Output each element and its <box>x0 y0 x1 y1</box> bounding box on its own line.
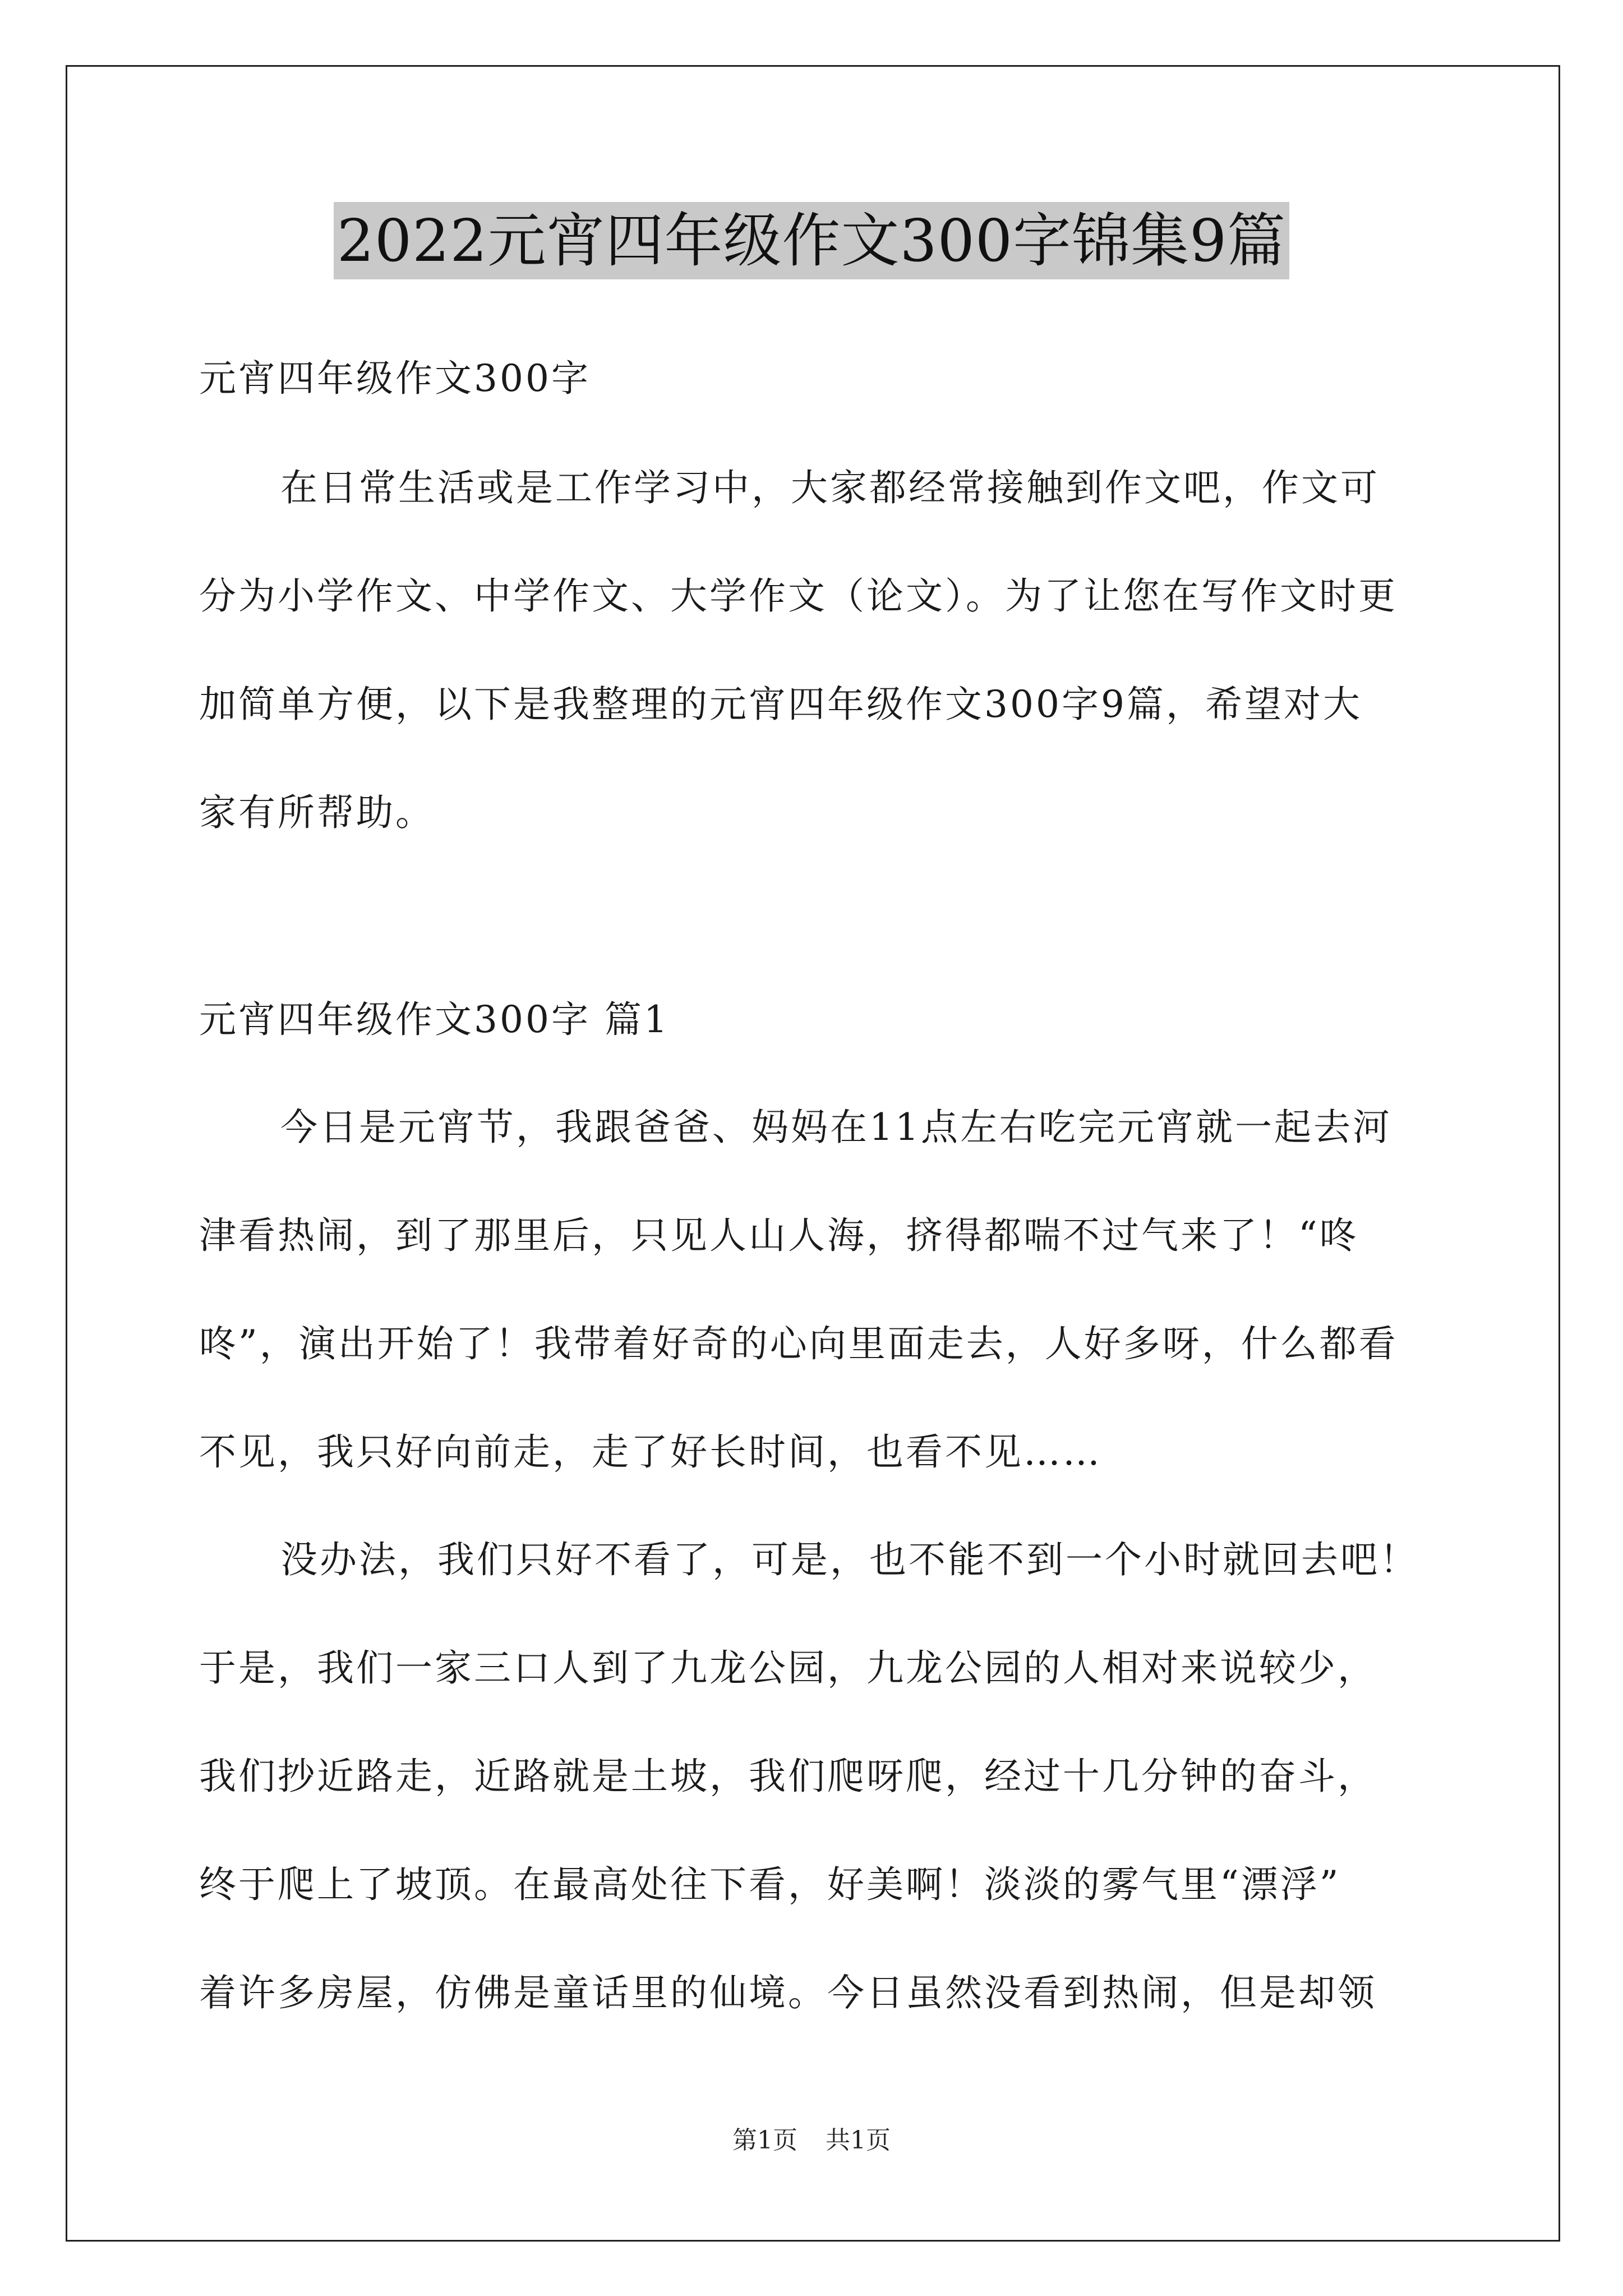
paragraph-line: 不见，我只好向前走，走了好长时间，也看不见…… <box>199 1430 1102 1474</box>
essay-heading: 元宵四年级作文300字 篇1 <box>199 998 670 1041</box>
paragraph-line: 着许多房屋，仿佛是童话里的仙境。今日虽然没看到热闹，但是却领 <box>199 1971 1377 2014</box>
page-number: 第1页 <box>732 2126 797 2155</box>
title-container <box>0 202 1623 279</box>
paragraph-line: 咚”，演出开始了！我带着好奇的心向里面走去，人好多呀，什么都看 <box>199 1322 1398 1365</box>
paragraph-line: 今日是元宵节，我跟爸爸、妈妈在11点左右吃完元宵就一起去河 <box>280 1106 1392 1149</box>
paragraph-line: 没办法，我们只好不看了，可是，也不能不到一个小时就回去吧！ <box>280 1538 1419 1581</box>
page-footer <box>0 2125 1623 2156</box>
paragraph-line: 于是，我们一家三口人到了九龙公园，九龙公园的人相对来说较少， <box>199 1646 1377 1690</box>
paragraph-line: 津看热闹，到了那里后，只见人山人海，挤得都喘不过气来了！“咚 <box>199 1214 1359 1257</box>
section-heading: 元宵四年级作文300字 <box>199 357 591 400</box>
page-total: 共1页 <box>826 2126 891 2155</box>
intro-line: 分为小学作文、中学作文、大学作文（论文）。为了让您在写作文时更 <box>199 574 1398 618</box>
intro-line: 在日常生活或是工作学习中，大家都经常接触到作文吧，作文可 <box>280 466 1380 509</box>
intro-line: 加简单方便，以下是我整理的元宵四年级作文300字9篇，希望对大 <box>199 683 1362 726</box>
paragraph-line: 终于爬上了坡顶。在最高处往下看，好美啊！淡淡的雾气里“漂浮” <box>199 1863 1341 1906</box>
document-title: 2022元宵四年级作文300字锦集9篇 <box>334 202 1289 279</box>
intro-line: 家有所帮助。 <box>199 791 435 834</box>
paragraph-line: 我们抄近路走，近路就是土坡，我们爬呀爬，经过十几分钟的奋斗， <box>199 1755 1377 1798</box>
